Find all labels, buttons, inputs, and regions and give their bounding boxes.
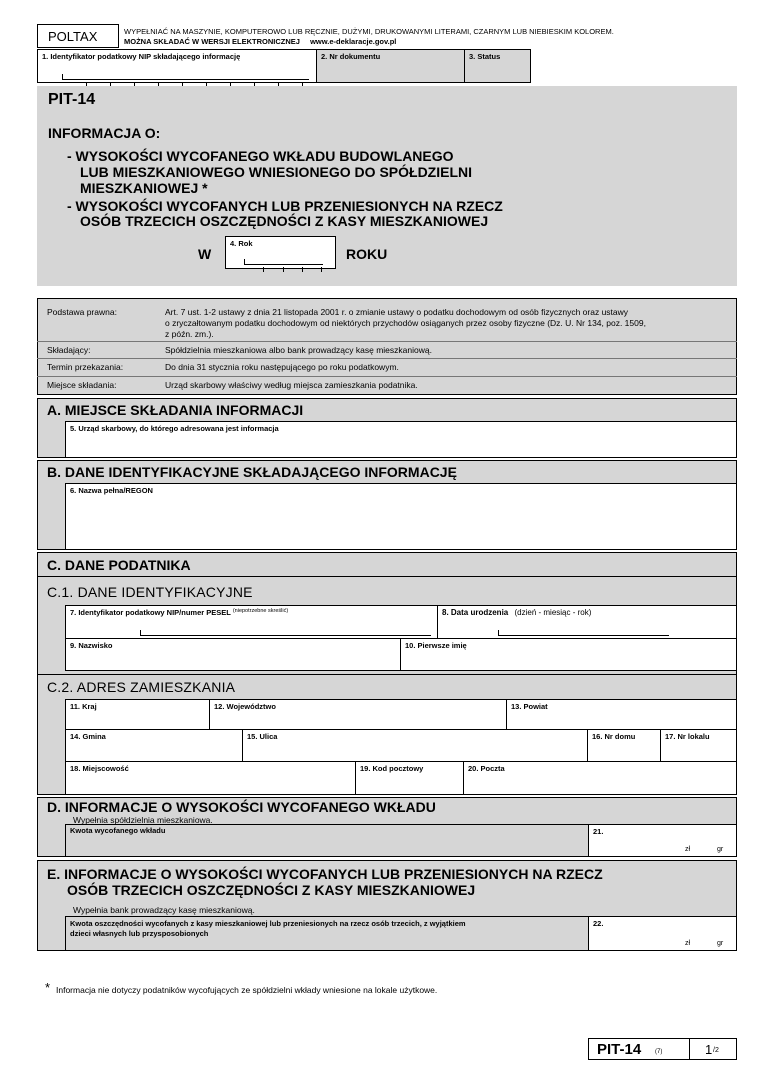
nip-field[interactable] <box>37 49 317 83</box>
poltax-box <box>37 24 119 48</box>
info-heading: INFORMACJA O: <box>48 125 161 141</box>
first-name-label: 10. Pierwsze imię <box>405 641 467 650</box>
pesel-label-text: 7. Identyfikator podatkowy NIP/numer PESEL <box>70 608 231 617</box>
w-label: W <box>198 246 212 262</box>
section-d-title: D. INFORMACJE O WYSOKOŚCI WYCOFANEGO WKŁADU <box>47 799 436 815</box>
c2-divider <box>37 674 737 675</box>
footer-form-code-box <box>588 1038 690 1060</box>
street-label: 15. Ulica <box>247 732 278 741</box>
section-c-divider <box>37 576 737 577</box>
house-number-label: 16. Nr domu <box>592 732 636 741</box>
county-field[interactable] <box>506 699 737 730</box>
footnote-text: Informacja nie dotyczy podatników wycofujących ze spółdzielni wkłady wniesione na lokale użytkowe. <box>56 985 438 995</box>
post-office-label: 20. Poczta <box>468 764 505 773</box>
gr-label-e: gr <box>717 940 724 947</box>
basis-label: Podstawa prawna: <box>47 307 117 317</box>
basis-text-2: o zryczałtowanym podatku dochodowym od niektórych przychodów osiąganych przez osoby fizyczne (Dz. U. Nr 134, poz. 1509, <box>165 318 646 328</box>
field-21-label: 21. <box>593 827 604 836</box>
savings-amount-label-2: dzieci własnych lub przysposobionych <box>70 929 209 938</box>
locality-field[interactable] <box>65 761 356 795</box>
deadline-text: Do dnia 31 stycznia roku następującego po roku podatkowym. <box>165 362 399 372</box>
voivodeship-label: 12. Województwo <box>214 702 276 711</box>
legal-divider-3 <box>37 376 737 377</box>
postal-code-field[interactable] <box>355 761 464 795</box>
title-line-2: LUB MIESZKANIOWEGO WNIESIONEGO DO SPÓŁDZIELNI <box>80 164 473 180</box>
apartment-number-label: 17. Nr lokalu <box>665 732 710 741</box>
house-number-field[interactable] <box>587 729 661 762</box>
withdrawn-amount-row <box>65 824 589 857</box>
pesel-label <box>70 608 288 617</box>
post-office-field[interactable] <box>463 761 737 795</box>
footer-form-code: PIT-14 <box>597 1041 642 1058</box>
savings-amount-field[interactable] <box>588 916 737 951</box>
section-e-title-2: OSÓB TRZECICH OSZCZĘDNOŚCI Z KASY MIESZKANIOWEJ <box>67 882 476 898</box>
municipality-label: 14. Gmina <box>70 732 106 741</box>
status-field[interactable] <box>464 49 531 83</box>
title-line-1: - WYSOKOŚCI WYCOFANEGO WKŁADU BUDOWLANEGO <box>67 148 454 164</box>
section-e-title-1: E. INFORMACJE O WYSOKOŚCI WYCOFANYCH LUB PRZENIESIONYCH NA RZECZ <box>47 866 603 882</box>
title-line-5: OSÓB TRZECICH OSZCZĘDNOŚCI Z KASY MIESZKANIOWEJ <box>80 213 489 229</box>
surname-field[interactable] <box>65 638 401 671</box>
birth-date-label <box>442 608 591 617</box>
footer-version: (7) <box>655 1049 663 1055</box>
footer-page-box <box>689 1038 737 1060</box>
website-link[interactable]: www.e-deklaracje.gov.pl <box>310 37 397 46</box>
brand-label: POLTAX <box>48 29 98 44</box>
country-label: 11. Kraj <box>70 702 97 711</box>
title-line-3: MIESZKANIOWEJ * <box>80 180 208 196</box>
apartment-number-field[interactable] <box>660 729 737 762</box>
place-label: Miejsce składania: <box>47 380 117 390</box>
doc-number-label: 2. Nr dokumentu <box>321 52 381 61</box>
c1-title: C.1. DANE IDENTYFIKACYJNE <box>47 584 253 600</box>
electronic-note: MOŻNA SKŁADAĆ W WERSJI ELEKTRONICZNEJ <box>124 37 300 46</box>
legal-divider-1 <box>37 341 737 342</box>
nip-field-label: 1. Identyfikator podatkowy NIP składającego informację <box>42 52 241 61</box>
tax-office-field[interactable] <box>65 421 737 458</box>
zl-label-d: zł <box>685 846 691 853</box>
form-code-title: PIT-14 <box>48 91 96 108</box>
submitter-label: Składający: <box>47 345 91 355</box>
c2-title: C.2. ADRES ZAMIESZKANIA <box>47 679 236 695</box>
savings-amount-label-1: Kwota oszczędności wycofanych z kasy mieszkaniowej lub przeniesionych na rzecz osób trzecich, z wyjątkiem <box>70 919 466 928</box>
section-d-note: Wypełnia spółdzielnia mieszkaniowa. <box>73 815 213 825</box>
zl-label-e: zł <box>685 940 691 947</box>
year-label: 4. Rok <box>230 239 253 248</box>
birth-date-label-note: (dzień - miesiąc - rok) <box>514 608 592 617</box>
place-text: Urząd skarbowy właściwy według miejsca zamieszkania podatnika. <box>165 380 418 390</box>
year-field[interactable] <box>225 236 336 269</box>
gr-label-d: gr <box>717 846 724 853</box>
section-a-title: A. MIEJSCE SKŁADANIA INFORMACJI <box>47 402 304 418</box>
withdrawn-amount-label: Kwota wycofanego wkładu <box>70 826 166 835</box>
first-name-field[interactable] <box>400 638 737 671</box>
basis-text-1: Art. 7 ust. 1-2 ustawy z dnia 21 listopada 2001 r. o zmianie ustawy o podatku dochodowym od osób fizycznych oraz ustawy <box>165 307 629 317</box>
field-22-label: 22. <box>593 919 604 928</box>
section-e-note: Wypełnia bank prowadzący kasę mieszkaniową. <box>73 905 255 915</box>
locality-label: 18. Miejscowość <box>70 764 129 773</box>
surname-label: 9. Nazwisko <box>70 641 113 650</box>
savings-amount-row <box>65 916 589 951</box>
deadline-label: Termin przekazania: <box>47 362 124 372</box>
nip-comb <box>62 74 309 80</box>
submitter-text: Spółdzielnia mieszkaniowa albo bank prowadzący kasę mieszkaniową. <box>165 345 432 355</box>
country-field[interactable] <box>65 699 210 730</box>
pesel-field[interactable] <box>65 605 438 639</box>
footer-page-num: 1 <box>705 1042 713 1057</box>
withdrawn-amount-field[interactable] <box>588 824 737 857</box>
section-c-title: C. DANE PODATNIKA <box>47 557 191 573</box>
county-label: 13. Powiat <box>511 702 548 711</box>
footnote-star: * <box>45 980 51 995</box>
pesel-label-note: (niepotrzebne skreślić) <box>232 608 289 614</box>
voivodeship-field[interactable] <box>209 699 507 730</box>
municipality-field[interactable] <box>65 729 243 762</box>
street-field[interactable] <box>242 729 588 762</box>
legal-divider-2 <box>37 358 737 359</box>
full-name-label: 6. Nazwa pełna/REGON <box>70 486 153 495</box>
birth-date-label-text: 8. Data urodzenia <box>442 608 509 617</box>
pesel-comb <box>140 630 431 636</box>
roku-label: ROKU <box>346 246 388 262</box>
year-comb <box>244 259 323 265</box>
basis-text-3: z późn. zm.). <box>165 329 214 339</box>
birth-date-field[interactable] <box>437 605 737 639</box>
footer-page-total: /2 <box>713 1047 719 1054</box>
full-name-field[interactable] <box>65 483 737 550</box>
title-line-4: - WYSOKOŚCI WYCOFANYCH LUB PRZENIESIONYCH NA RZECZ <box>67 198 503 214</box>
instruction-line-2 <box>124 37 396 46</box>
instruction-line-1: WYPEŁNIAĆ NA MASZYNIE, KOMPUTEROWO LUB RĘCZNIE, DUŻYMI, DRUKOWANYMI LITERAMI, CZARNYM LUB NIEBIESKIM KOLOREM. <box>124 27 614 36</box>
section-b-title: B. DANE IDENTYFIKACYJNE SKŁADAJĄCEGO INFORMACJĘ <box>47 464 457 480</box>
tax-office-label: 5. Urząd skarbowy, do którego adresowana jest informacja <box>70 424 279 433</box>
status-label: 3. Status <box>469 52 501 61</box>
birth-date-comb <box>498 630 669 636</box>
postal-code-label: 19. Kod pocztowy <box>360 764 424 773</box>
doc-number-field[interactable] <box>316 49 465 83</box>
